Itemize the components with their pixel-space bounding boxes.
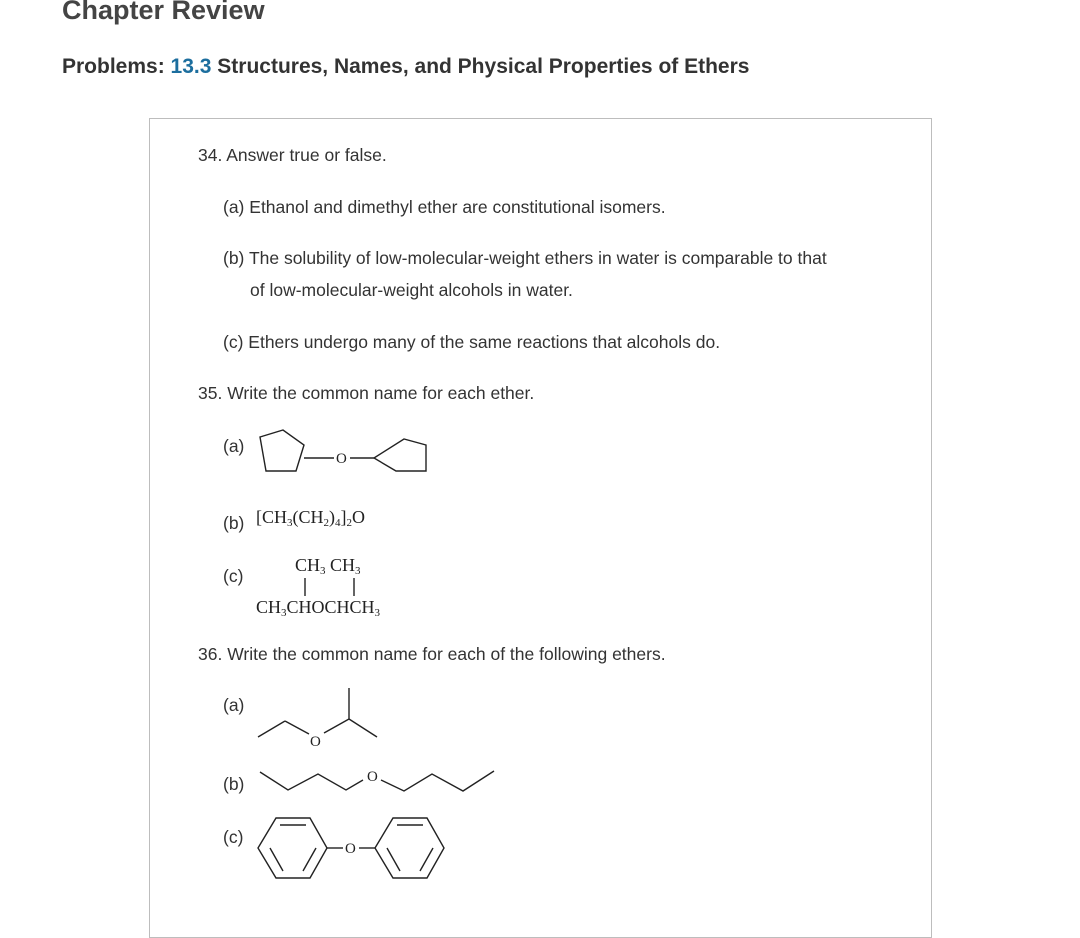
question-36b-label: (b) [223,774,245,794]
phenyl-ring-left [258,818,327,878]
cyclopentyl-ring-left [260,430,304,471]
butyl-chain [260,772,363,790]
bond-1 [258,721,285,737]
double-bond-right-2 [420,848,433,871]
question-35-prompt: Write the common name for each ether. [227,383,535,403]
question-35c-top-groups: $CH_3$ $CH_3$ [295,555,361,577]
double-bond-left-3 [270,848,283,871]
bond-5 [349,719,377,737]
question-35b-formula: $[CH_3(CH_2)_4]_2O$ [256,507,365,529]
section-number-link[interactable]: 13.3 [170,55,212,78]
bond-2 [285,721,309,734]
cyclopentyl-ring-right [374,439,426,471]
chapter-title: Chapter Review [62,0,265,25]
question-36a-label: (a) [223,695,245,715]
section-title: Structures, Names, and Physical Properties of Ethers [217,55,750,78]
question-35a-label: (a) [223,436,245,456]
question-36-prompt: Write the common name for each of the following ethers. [227,644,666,664]
question-35 [198,382,534,404]
ether-oxygen-label: O [367,769,378,785]
butyl-propyl-ether-structure [258,760,498,800]
question-35c-main-chain: $CH_3CHOCHCH_3$ [256,597,381,619]
question-34a-text: Ethanol and dimethyl ether are constitutional isomers. [249,197,666,217]
question-36-number: 36. [198,644,223,664]
ether-oxygen-label: O [345,841,356,857]
question-35c-label: (c) [223,566,244,586]
question-34 [198,144,387,166]
question-34b-text-line2: of low-molecular-weight alcohols in water. [250,280,573,300]
question-34a [223,196,666,218]
ether-oxygen-label: O [336,451,347,467]
dicyclopentyl-ether-structure [250,425,440,485]
question-36c-label: (c) [223,827,244,847]
question-36 [198,643,666,665]
question-34b-text-line1: The solubility of low-molecular-weight ethers in water is comparable to that [248,248,827,268]
question-34c-label: (c) [223,332,244,352]
question-34c [223,331,720,353]
question-35-number: 35. [198,383,223,403]
double-bond-right-3 [387,848,400,871]
question-34a-label: (a) [223,197,245,217]
bond-3 [324,719,349,733]
ethyl-isopropyl-ether-structure [255,685,385,750]
question-34b-label: (b) [223,248,245,268]
question-35b-label: (b) [223,513,245,533]
problems-heading [62,53,749,81]
propyl-chain [381,771,494,791]
phenyl-ring-right [375,818,444,878]
problems-prefix: Problems: [62,55,165,78]
ether-oxygen-label: O [310,734,321,750]
question-34-prompt: Answer true or false. [226,145,387,165]
diphenyl-ether-structure [255,815,465,890]
question-34b [223,247,827,269]
double-bond-left-2 [303,848,316,871]
question-34c-text: Ethers undergo many of the same reactions that alcohols do. [248,332,721,352]
question-34-number: 34. [198,145,223,165]
